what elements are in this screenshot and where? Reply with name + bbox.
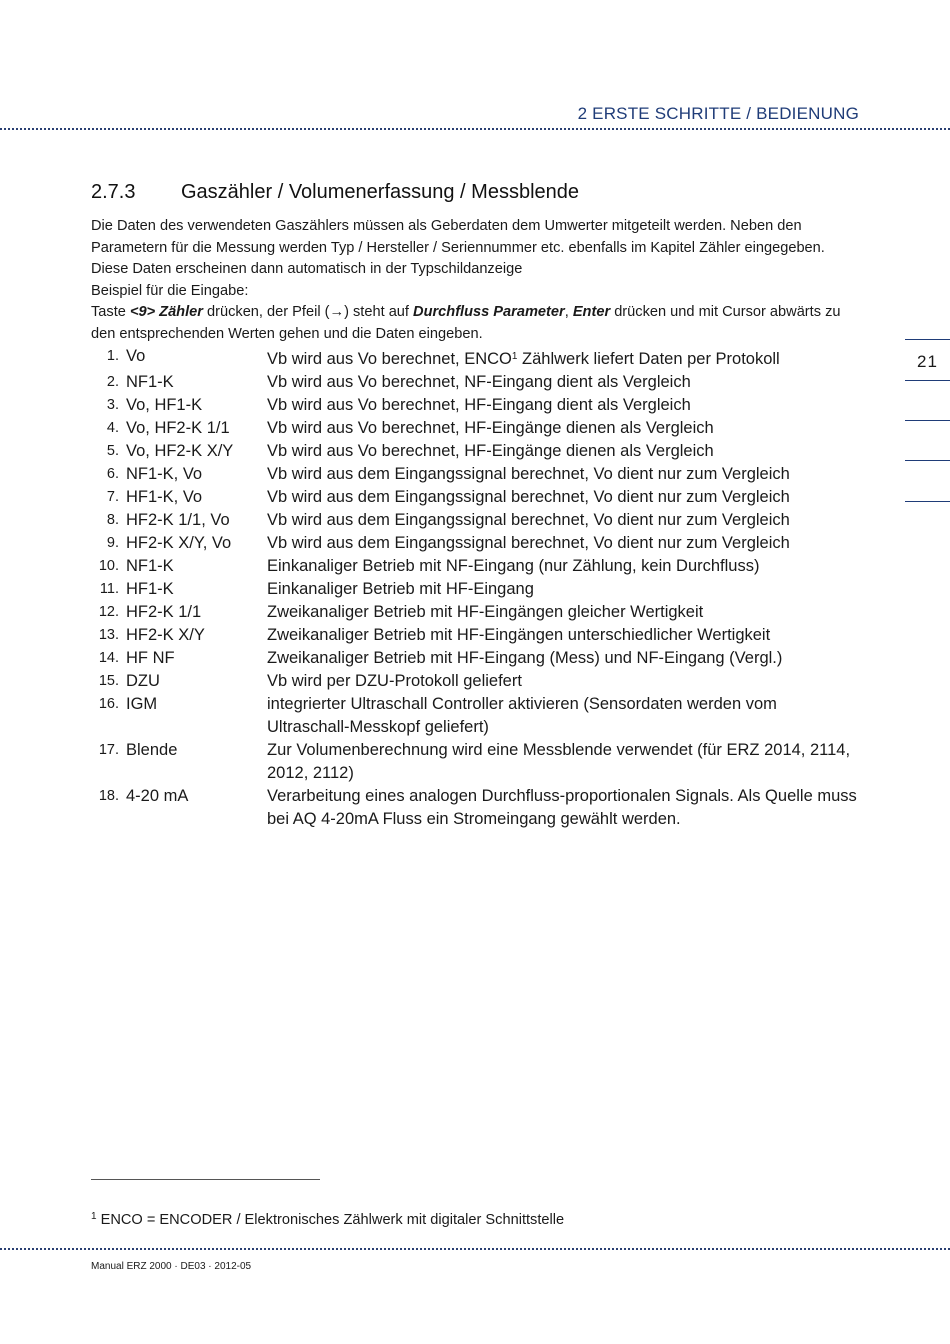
list-item-description-text: Zweikanaliger Betrieb mit HF-Eingang (Mess) und NF-Eingang (Vergl.) [267, 649, 783, 667]
list-item-number: 12. [98, 604, 119, 620]
list-item-description-text: Einkanaliger Betrieb mit NF-Eingang (nur Zählung, kein Durchfluss) [267, 557, 760, 575]
intro-paragraph: Die Daten des verwendeten Gaszählers müssen als Geberdaten dem Umwerter mitgeteilt werden. Neben den Parametern für die Messung werden Typ / Hersteller / Seriennummer etc. ebenfalls im Kapitel Zähler eingegeben. Diese Daten erscheinen dann automatisch in der Typschildanzeige [91, 218, 825, 277]
chapter-title: 2 ERSTE SCHRITTE / BEDIENUNG [577, 104, 859, 123]
list-item-key: NF1-K [126, 557, 174, 575]
footnote [91, 1211, 564, 1228]
list-item-description [267, 624, 861, 647]
list-item [91, 739, 861, 785]
list-item-key: HF2-K 1/1, Vo [126, 511, 230, 529]
list-item-key: HF1-K, Vo [126, 488, 203, 506]
list-item [91, 785, 861, 831]
page-number: 21 [917, 352, 938, 371]
list-item-description-text: Vb wird per DZU-Protokoll geliefert [267, 672, 522, 690]
list-item-number: 6. [106, 466, 119, 482]
list-item-description-text: Vb wird aus Vo berechnet, NF-Eingang dient als Vergleich [267, 373, 691, 391]
list-item-key: HF NF [126, 649, 175, 667]
list-item-description [267, 509, 861, 532]
list-item-key: HF2-K X/Y [126, 626, 205, 644]
list-item-description [267, 486, 861, 509]
example-label: Beispiel für die Eingabe: [91, 282, 249, 299]
list-item-description-text: Vb wird aus dem Eingangssignal berechnet, Vo dient nur zum Vergleich [267, 511, 790, 529]
list-item [91, 463, 861, 486]
key-label: <9> Zähler [129, 304, 203, 320]
list-item-description [267, 601, 861, 624]
list-item [91, 670, 861, 693]
list-item-key: DZU [126, 672, 160, 690]
list-item-description-text: Vb wird aus Vo berechnet, HF-Eingang dient als Vergleich [267, 396, 691, 414]
footer-text: Manual ERZ 2000 · DE03 · 2012-05 [91, 1261, 252, 1272]
list-item-description [267, 647, 861, 670]
option-list [91, 345, 861, 831]
list-item [91, 624, 861, 647]
list-item [91, 578, 861, 601]
header-divider [0, 128, 950, 130]
list-item-description-text: Vb wird aus Vo berechnet, HF-Eingänge dienen als Vergleich [267, 442, 714, 460]
footnote-reference: 1 [511, 351, 518, 362]
list-item-description [267, 394, 861, 417]
list-item-key: HF1-K [126, 580, 174, 598]
footnote-rule [91, 1179, 320, 1180]
list-item-description [267, 440, 861, 463]
side-tab-divider [905, 420, 950, 421]
list-item-description-text: Vb wird aus dem Eingangssignal berechnet, Vo dient nur zum Vergleich [267, 534, 790, 552]
instruction-prefix: Taste [91, 304, 130, 320]
list-item-description-text: Zweikanaliger Betrieb mit HF-Eingängen gleicher Wertigkeit [267, 603, 704, 621]
section-heading [91, 181, 579, 204]
footnote-text: ENCO = ENCODER / Elektronisches Zählwerk mit digitaler Schnittstelle [96, 1212, 565, 1228]
side-tab-divider [905, 339, 950, 340]
enter-label: Enter [572, 304, 611, 320]
instruction-comma: , [564, 304, 573, 320]
list-item-description [267, 578, 861, 601]
list-item-description [267, 345, 861, 371]
side-tab-divider [905, 380, 950, 381]
list-item-number: 15. [98, 673, 119, 689]
instruction-middle: drücken, der Pfeil (→) steht auf [202, 304, 414, 320]
side-tab-divider [905, 501, 950, 502]
list-item-description [267, 371, 861, 394]
list-item-description-text: integrierter Ultraschall Controller aktivieren (Sensordaten werden vom Ultraschall-Messkopf geliefert) [267, 695, 777, 736]
list-item-number: 8. [106, 512, 119, 528]
list-item-key: Blende [126, 741, 178, 759]
list-item [91, 394, 861, 417]
list-item-number: 14. [98, 650, 119, 666]
list-item-number: 16. [98, 696, 119, 712]
list-item-description [267, 417, 861, 440]
section-title: Gaszähler / Volumenerfassung / Messblende [181, 181, 579, 203]
list-item-description-text: Vb wird aus Vo berechnet, HF-Eingänge dienen als Vergleich [267, 419, 714, 437]
list-item-description-text: Einkanaliger Betrieb mit HF-Eingang [267, 580, 534, 598]
list-item [91, 371, 861, 394]
instruction-suffix: drücken und mit Cursor abwärts zu den entsprechenden Werten gehen und die Daten eingeben. [91, 304, 841, 342]
list-item-description [267, 532, 861, 555]
list-item-key: HF2-K X/Y, Vo [126, 534, 232, 552]
instruction-paragraph [91, 302, 861, 345]
list-item-number: 3. [106, 397, 119, 413]
list-item-number: 10. [98, 558, 119, 574]
list-item-number: 2. [106, 374, 119, 390]
list-item [91, 601, 861, 624]
list-item-description [267, 463, 861, 486]
list-item [91, 555, 861, 578]
list-item-number: 17. [98, 742, 119, 758]
list-item-description [267, 693, 861, 739]
side-tab-divider [905, 460, 950, 461]
list-item [91, 345, 861, 371]
list-item-key: Vo, HF2-K 1/1 [126, 419, 230, 437]
list-item-description [267, 785, 861, 831]
list-item-key: IGM [126, 695, 158, 713]
list-item-description-text: Vb wird aus dem Eingangssignal berechnet, Vo dient nur zum Vergleich [267, 488, 790, 506]
list-item-number: 9. [106, 535, 119, 551]
list-item-number: 5. [106, 443, 119, 459]
list-item [91, 417, 861, 440]
section-number: 2.7.3 [91, 181, 136, 203]
list-item-key: HF2-K 1/1 [126, 603, 202, 621]
intro-text [91, 216, 861, 345]
list-item [91, 532, 861, 555]
list-item-description-text: Verarbeitung eines analogen Durchfluss-proportionalen Signals. Als Quelle muss bei AQ 4-20mA Fluss ein Stromeingang gewählt werden. [267, 787, 857, 828]
list-item [91, 486, 861, 509]
list-item-key: Vo [126, 347, 146, 365]
list-item [91, 509, 861, 532]
list-item-description-text: Zählwerk liefert Daten per Protokoll [517, 350, 780, 368]
list-item-key: 4-20 mA [126, 787, 189, 805]
list-item-description-text: Zweikanaliger Betrieb mit HF-Eingängen unterschiedlicher Wertigkeit [267, 626, 771, 644]
list-item [91, 647, 861, 670]
list-item-description [267, 739, 861, 785]
list-item-number: 18. [98, 788, 119, 804]
list-item-description-text: Vb wird aus dem Eingangssignal berechnet, Vo dient nur zum Vergleich [267, 465, 790, 483]
list-item [91, 440, 861, 463]
list-item-description-text: Zur Volumenberechnung wird eine Messblende verwendet (für ERZ 2014, 2114, 2012, 2112) [267, 741, 851, 782]
list-item-description [267, 670, 861, 693]
list-item-number: 11. [99, 581, 119, 597]
list-item [91, 693, 861, 739]
list-item-number: 13. [98, 627, 119, 643]
list-item-description-text: Vb wird aus Vo berechnet, ENCO [267, 350, 512, 368]
list-item-number: 4. [106, 420, 119, 436]
list-item-key: Vo, HF2-K X/Y [126, 442, 234, 460]
list-item-description [267, 555, 861, 578]
list-item-number: 7. [106, 489, 119, 505]
list-item-key: NF1-K [126, 373, 174, 391]
list-item-key: NF1-K, Vo [126, 465, 203, 483]
parameter-label: Durchfluss Parameter [413, 304, 565, 320]
footnote-marker: 1 [91, 1211, 97, 1222]
list-item-number: 1. [106, 348, 119, 364]
list-item-key: Vo, HF1-K [126, 396, 203, 414]
footer-divider [0, 1248, 950, 1250]
